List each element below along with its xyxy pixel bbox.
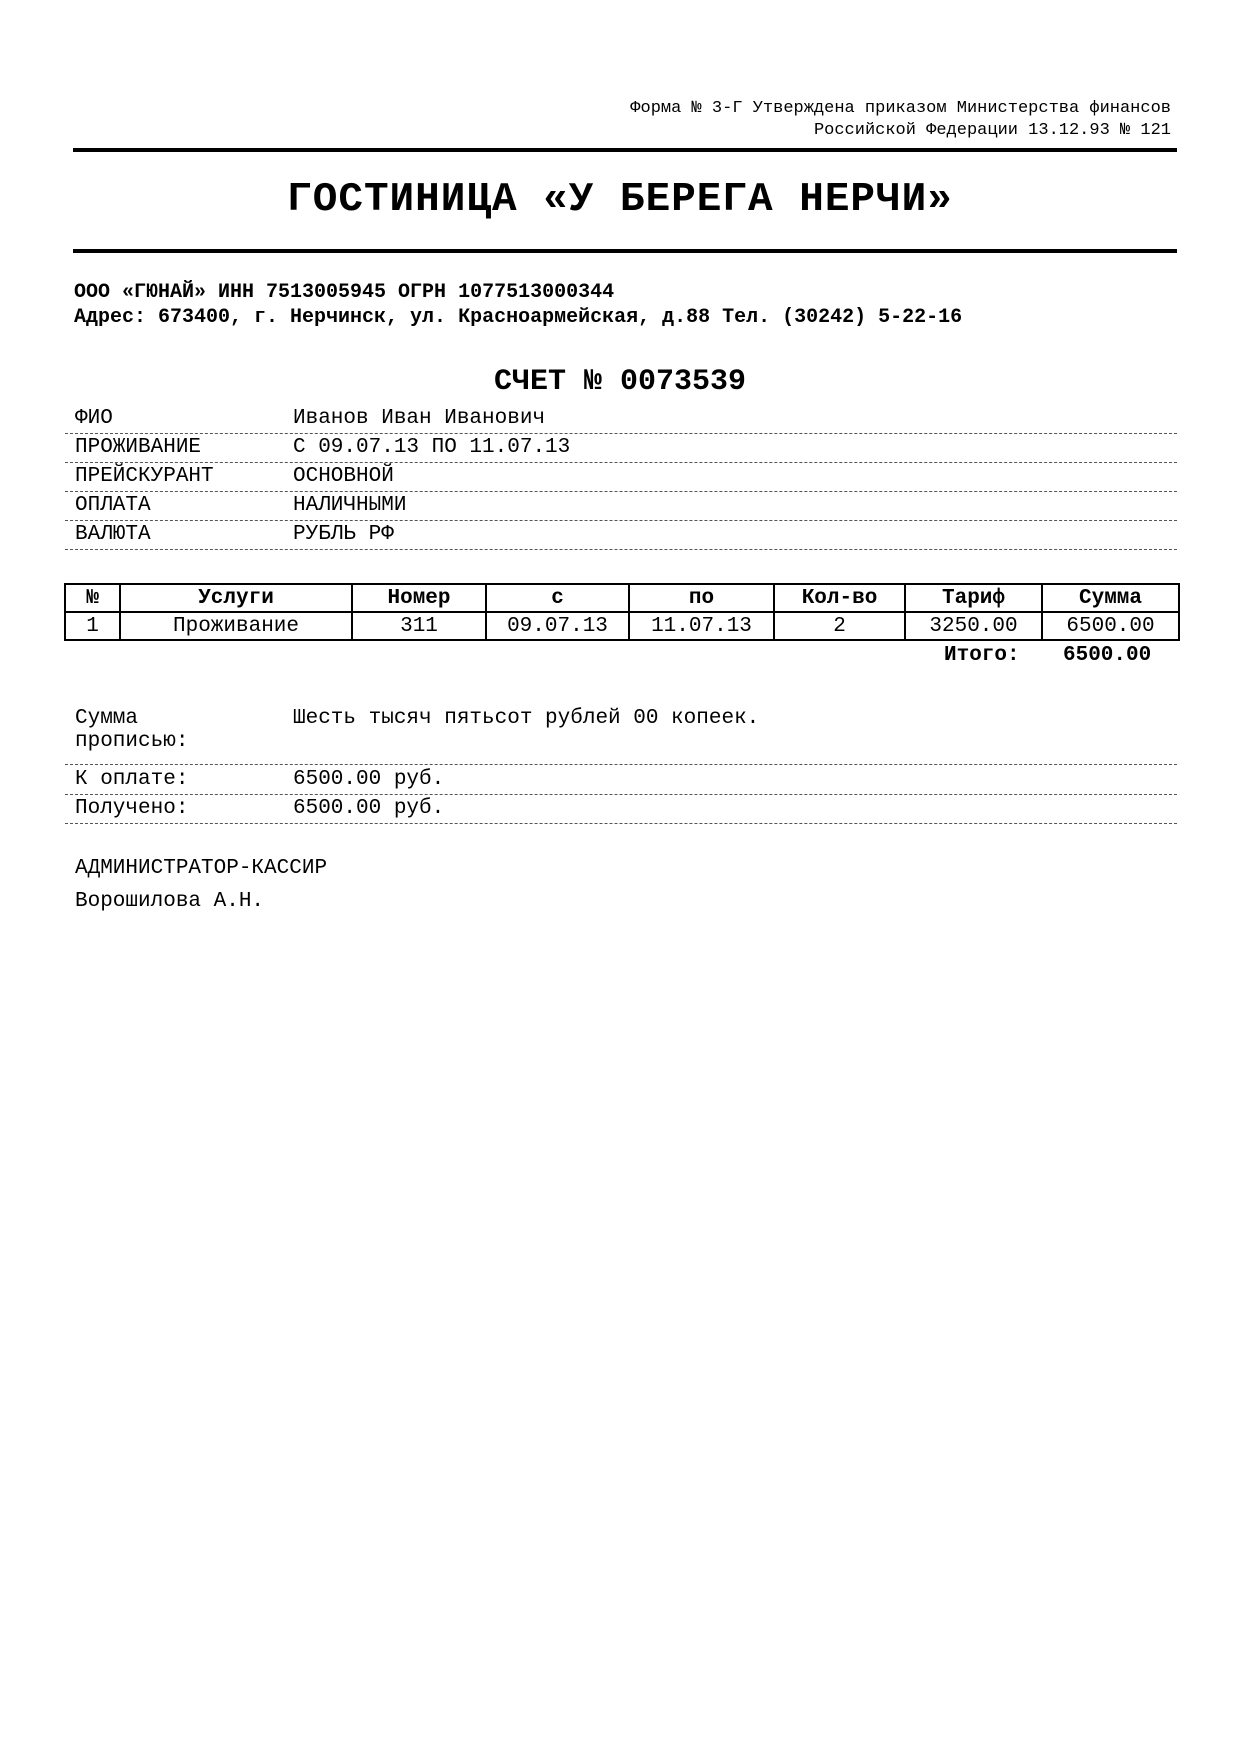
col-header-sum: Сумма (1042, 584, 1179, 612)
col-header-rate: Тариф (905, 584, 1042, 612)
col-header-room: Номер (352, 584, 486, 612)
form-note (630, 98, 1171, 142)
info-row-pricelist (65, 462, 1177, 492)
info-row-stay (65, 433, 1177, 463)
info-row-fio (65, 404, 1177, 434)
col-header-quantity: Кол-во (774, 584, 905, 612)
cell-to: 11.07.13 (629, 612, 774, 640)
info-label: ПРЕЙСКУРАНТ (75, 465, 214, 488)
info-row-currency (65, 520, 1177, 550)
info-label: ОПЛАТА (75, 494, 151, 517)
form-note-line1: Форма № 3-Г Утверждена приказом Министерства финансов (630, 99, 1171, 118)
info-value: ОСНОВНОЙ (293, 465, 394, 488)
info-value: Иванов Иван Иванович (293, 407, 546, 430)
col-header-from: с (486, 584, 629, 612)
invoice-title: СЧЕТ № 0073539 (493, 365, 747, 399)
form-note-line2: Российской Федерации 13.12.93 № 121 (813, 121, 1171, 140)
cashier-name: Ворошилова А.Н. (75, 890, 265, 913)
cell-sum: 6500.00 (1042, 612, 1179, 640)
col-header-to: по (629, 584, 774, 612)
sum-in-words-label-line2: прописью: (75, 730, 189, 753)
sum-in-words-value: Шесть тысяч пятьсот рублей 00 копеек. (293, 707, 760, 730)
cell-number: 1 (65, 612, 120, 640)
cell-rate: 3250.00 (905, 612, 1042, 640)
top-rule (73, 148, 1177, 152)
info-label: ФИО (75, 407, 113, 430)
to-pay-row (65, 765, 1177, 795)
org-line: ООО «ГЮНАЙ» ИНН 7513005945 ОГРН 1077513000344 (74, 281, 615, 304)
received-value: 6500.00 руб. (293, 797, 445, 820)
address-line: Адрес: 673400, г. Нерчинск, ул. Красноармейская, д.88 Тел. (30242) 5-22-16 (74, 306, 963, 329)
services-table (64, 583, 1180, 641)
info-value: РУБЛЬ РФ (293, 523, 394, 546)
title-rule (73, 249, 1177, 253)
to-pay-label: К оплате: (75, 768, 189, 791)
table-header-row (65, 584, 1179, 612)
col-header-service: Услуги (120, 584, 352, 612)
table-row (65, 612, 1179, 640)
info-label: ПРОЖИВАНИЕ (75, 436, 202, 459)
hotel-title: ГОСТИНИЦА «У БЕРЕГА НЕРЧИ» (287, 177, 953, 223)
sum-in-words-label (75, 707, 188, 753)
cell-room: 311 (352, 612, 486, 640)
cashier-role: АДМИНИСТРАТОР-КАССИР (75, 857, 328, 880)
cell-quantity: 2 (774, 612, 905, 640)
info-value: НАЛИЧНЫМИ (293, 494, 407, 517)
cell-service: Проживание (120, 612, 352, 640)
sum-in-words-label-line1: Сумма (75, 707, 139, 730)
info-value: С 09.07.13 ПО 11.07.13 (293, 436, 571, 459)
info-row-payment (65, 491, 1177, 521)
total-label: Итого: (944, 644, 1020, 667)
received-label: Получено: (75, 797, 189, 820)
cell-from: 09.07.13 (486, 612, 629, 640)
info-label: ВАЛЮТА (75, 523, 151, 546)
sum-in-words-row (65, 707, 1177, 765)
received-row (65, 794, 1177, 824)
total-value: 6500.00 (1063, 644, 1152, 667)
to-pay-value: 6500.00 руб. (293, 768, 445, 791)
col-header-number: № (65, 584, 120, 612)
